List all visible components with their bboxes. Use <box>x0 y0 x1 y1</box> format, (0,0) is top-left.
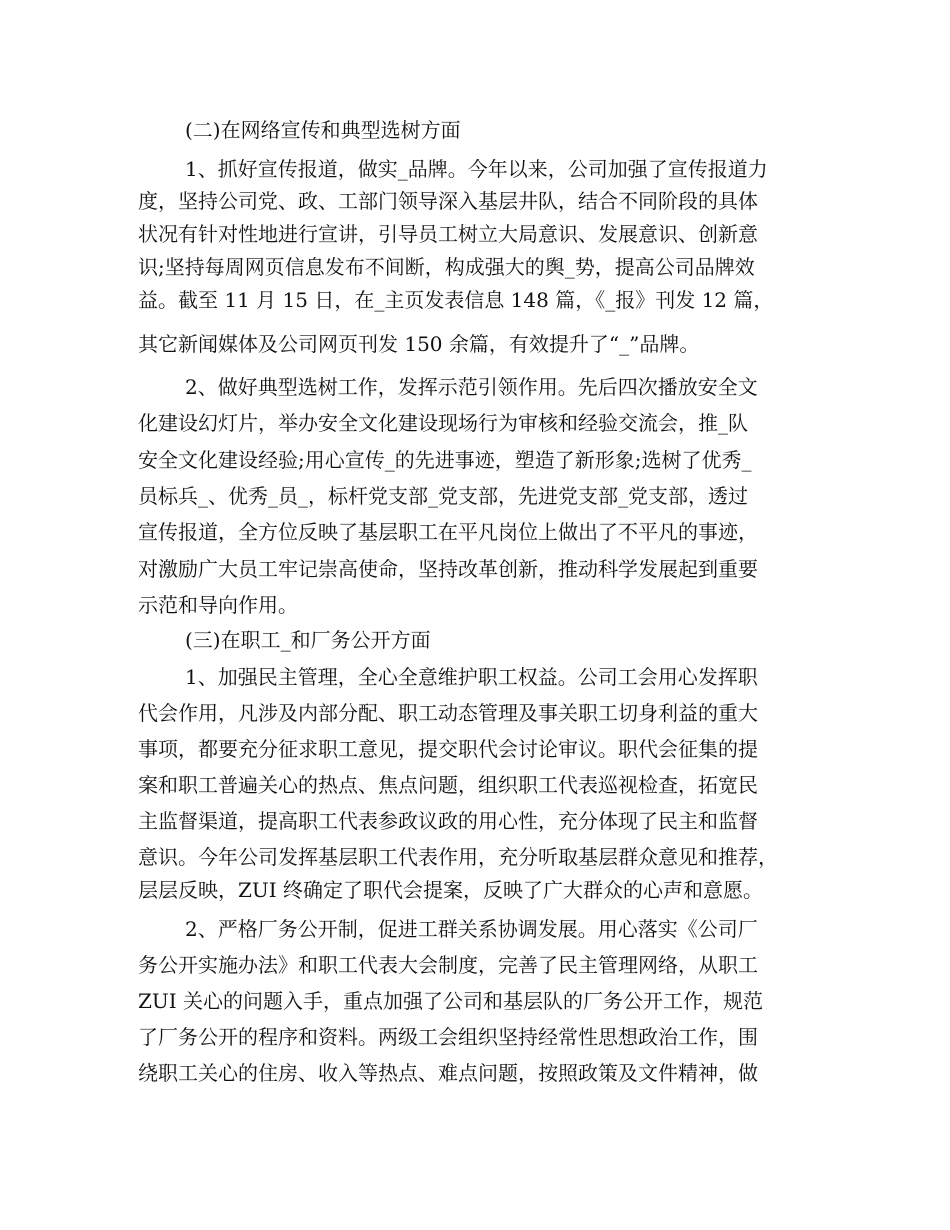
paragraph-line: 益。截至 11 月 15 日，在_主页发表信息 148 篇，《_报》刊发 12 篇， <box>138 288 774 312</box>
paragraph-line: 1、抓好宣传报道，做实_品牌。今年以来，公司加强了宣传报道力 <box>185 157 768 181</box>
paragraph-line: 层层反映，ZUI 终确定了职代会提案，反映了广大群众的心声和意愿。 <box>138 878 764 902</box>
paragraph-line: 务公开实施办法》和职工代表大会制度，完善了民主管理网络，从职工 <box>138 953 758 977</box>
paragraph-line: 2、做好典型选树工作，发挥示范引领作用。先后四次播放安全文 <box>185 375 758 399</box>
paragraph-line: 事项，都要充分征求职工意见，提交职代会讨论审议。职代会征集的提 <box>138 737 758 761</box>
paragraph-line: 安全文化建设经验;用心宣传_的先进事迹，塑造了新形象;选树了优秀_ <box>138 448 752 472</box>
section-heading-3: (三)在职工_和厂务公开方面 <box>185 628 431 652</box>
paragraph-line: 1、加强民主管理，全心全意维护职工权益。公司工会用心发挥职 <box>185 665 758 689</box>
paragraph-line: 意识。今年公司发挥基层职工代表作用，充分听取基层群众意见和推荐， <box>138 845 778 869</box>
paragraph-line: 了厂务公开的程序和资料。两级工会组织坚持经常性思想政治工作，围 <box>138 1025 758 1049</box>
paragraph-line: 主监督渠道，提高职工代表参政议政的用心性，充分体现了民主和监督 <box>138 809 758 833</box>
section-heading-2: (二)在网络宣传和典型选树方面 <box>185 118 461 142</box>
paragraph-line: 示范和导向作用。 <box>138 593 298 617</box>
paragraph-line: 2、严格厂务公开制，促进工群关系协调发展。用心落实《公司厂 <box>185 917 758 941</box>
paragraph-line: 案和职工普遍关心的热点、焦点问题，组织职工代表巡视检查，拓宽民 <box>138 773 758 797</box>
paragraph-line: 化建设幻灯片，举办安全文化建设现场行为审核和经验交流会，推_队 <box>138 411 748 435</box>
paragraph-line: ZUI 关心的问题入手，重点加强了公司和基层队的厂务公开工作，规范 <box>138 989 764 1013</box>
paragraph-line: 宣传报道，全方位反映了基层职工在平凡岗位上做出了不平凡的事迹， <box>138 520 758 544</box>
paragraph-line: 识;坚持每周网页信息发布不间断，构成强大的舆_势，提高公司品牌效 <box>138 255 755 279</box>
paragraph-line: 对激励广大员工牢记崇高使命，坚持改革创新，推动科学发展起到重要 <box>138 557 758 581</box>
paragraph-line: 绕职工关心的住房、收入等热点、难点问题，按照政策及文件精神，做 <box>138 1061 758 1085</box>
paragraph-line: 其它新闻媒体及公司网页刊发 150 余篇，有效提升了“_”品牌。 <box>138 332 700 356</box>
paragraph-line: 状况有针对性地进行宣讲，引导员工树立大局意识、发展意识、创新意 <box>138 222 758 246</box>
paragraph-line: 员标兵_、优秀_员_，标杆党支部_党支部，先进党支部_党支部，透过 <box>138 484 748 508</box>
paragraph-line: 度，坚持公司党、政、工部门领导深入基层井队，结合不同阶段的具体 <box>138 189 758 213</box>
paragraph-line: 代会作用，凡涉及内部分配、职工动态管理及事关职工切身利益的重大 <box>138 701 758 725</box>
